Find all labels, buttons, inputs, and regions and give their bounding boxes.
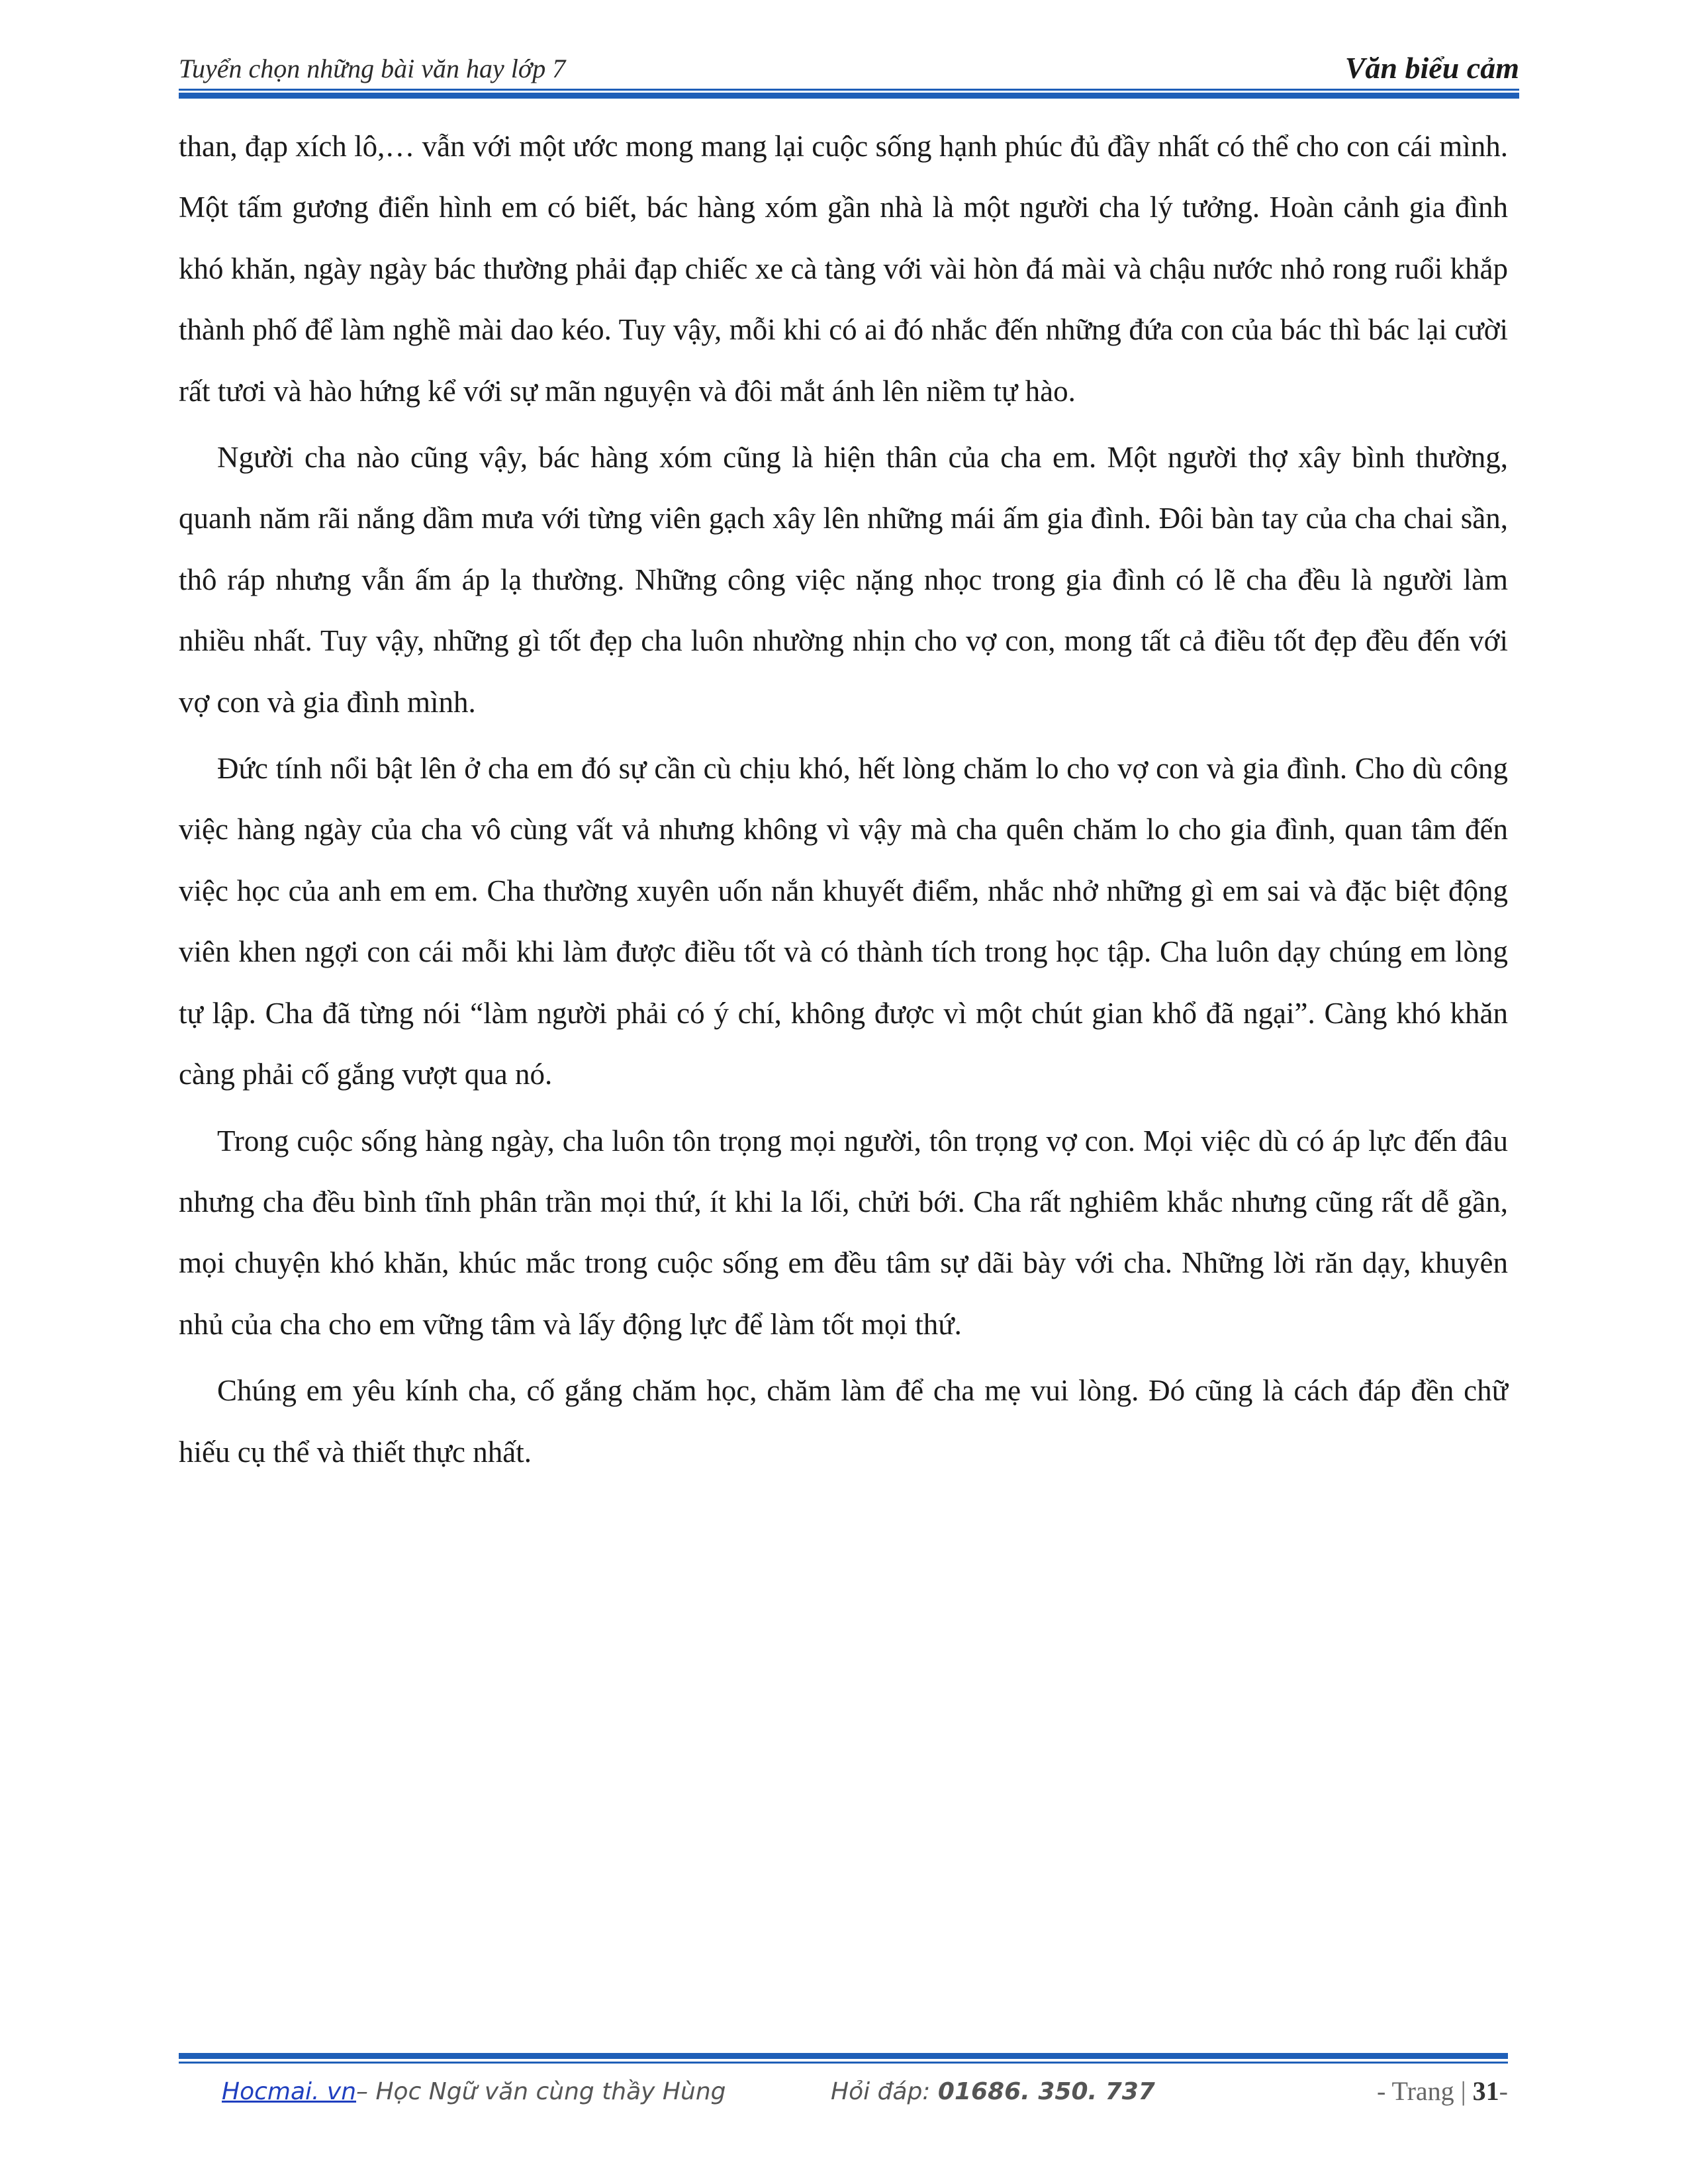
paragraph-2: Người cha nào cũng vậy, bác hàng xóm cũng là hiện thân của cha em. Một người thợ xây bình thường, quanh năm rãi nắng dầm mưa với từng viên gạch xây lên những mái ấm gia đình. Đôi bàn tay của cha chai sần, thô ráp nhưng vẫn ấm áp lạ thường. Những công việc nặng nhọc trong gia đình có lẽ cha đều là người làm nhiều nhất. Tuy vậy, những gì tốt đẹp cha luôn nhường nhịn cho vợ con, mong tất cả điều tốt đẹp đều đến với vợ con và gia đình mình. bbox=[179, 441, 1508, 719]
page-number: 31 bbox=[1472, 2076, 1499, 2106]
paragraph-5: Chúng em yêu kính cha, cố gắng chăm học, chăm làm để cha mẹ vui lòng. Đó cũng là cách đáp đền chữ hiếu cụ thể và thiết thực nhất. bbox=[179, 1374, 1508, 1469]
paragraph-4: Trong cuộc sống hàng ngày, cha luôn tôn trọng mọi người, tôn trọng vợ con. Mọi việc dù có áp lực đến đâu nhưng cha đều bình tĩnh phân trần mọi thứ, ít khi la lối, chửi bới. Cha rất nghiêm khắc nhưng cũng rất dễ gần, mọi chuyện khó khăn, khúc mắc trong cuộc sống em đều tâm sự dãi bày với cha. Những lời răn dạy, khuyên nhủ của cha cho em vững tâm và lấy động lực để làm tốt mọi thứ. bbox=[179, 1124, 1508, 1341]
footer-rule-thin bbox=[179, 2062, 1508, 2064]
footer-contact bbox=[831, 2078, 1155, 2105]
page-footer bbox=[222, 2078, 1508, 2124]
contact-label: Hỏi đáp: bbox=[831, 2078, 938, 2105]
page-header bbox=[179, 48, 1519, 101]
contact-phone: 01686. 350. 737 bbox=[937, 2078, 1155, 2105]
page-body bbox=[179, 116, 1508, 1488]
page-prefix: - Trang | bbox=[1376, 2076, 1473, 2106]
header-rule-thick bbox=[179, 93, 1519, 99]
header-book-title: Tuyển chọn những bài văn hay lớp 7 bbox=[179, 54, 566, 83]
site-tagline: – Học Ngữ văn cùng thầy Hùng bbox=[356, 2078, 726, 2105]
header-section-title: Văn biểu cảm bbox=[1344, 51, 1519, 85]
header-rule-thin bbox=[179, 89, 1519, 91]
site-link[interactable]: Hocmai. vn bbox=[222, 2078, 357, 2105]
footer-site bbox=[222, 2078, 726, 2105]
page-suffix: - bbox=[1499, 2076, 1508, 2106]
paragraph-1: than, đạp xích lô,… vẫn với một ước mong mang lại cuộc sống hạnh phúc đủ đầy nhất có thể cho con cái mình. Một tấm gương điển hình em có biết, bác hàng xóm gần nhà là một người cha lý tưởng. Hoàn cảnh gia đình khó khăn, ngày ngày bác thường phải đạp chiếc xe cà tàng với vài hòn đá mài và chậu nước nhỏ rong ruổi khắp thành phố để làm nghề mài dao kéo. Tuy vậy, mỗi khi có ai đó nhắc đến những đứa con của bác thì bác lại cười rất tươi và hào hứng kể với sự mãn nguyện và đôi mắt ánh lên niềm tự hào. bbox=[179, 130, 1508, 408]
footer-rule-thick bbox=[179, 2053, 1508, 2059]
page-number-label bbox=[1377, 2075, 1508, 2107]
paragraph-3: Đức tính nổi bật lên ở cha em đó sự cần cù chịu khó, hết lòng chăm lo cho vợ con và gia đình. Cho dù công việc hàng ngày của cha vô cùng vất vả nhưng không vì vậy mà cha quên chăm lo cho gia đình, quan tâm đến việc học của anh em em. Cha thường xuyên uốn nắn khuyết điểm, nhắc nhở những gì em sai và đặc biệt động viên khen ngợi con cái mỗi khi làm được điều tốt và có thành tích trong học tập. Cha luôn dạy chúng em lòng tự lập. Cha đã từng nói “làm người phải có ý chí, không được vì một chút gian khổ đã ngại”. Càng khó khăn càng phải cố gắng vượt qua nó. bbox=[179, 752, 1508, 1091]
